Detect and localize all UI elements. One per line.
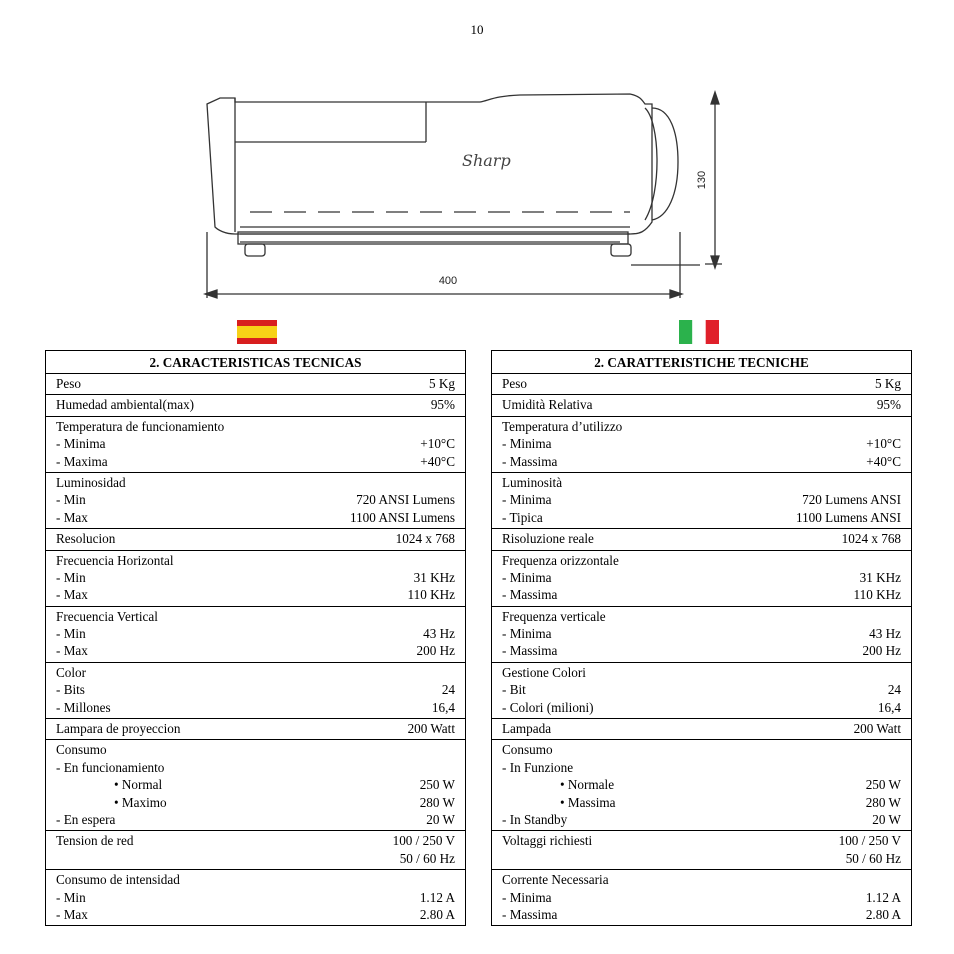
spec-row — [46, 719, 465, 740]
spec-row — [46, 529, 465, 550]
spec-label: - Minima — [502, 889, 552, 905]
spec-value: 5 Kg — [428, 376, 455, 391]
spec-line — [502, 720, 901, 737]
spec-label: - Massima — [502, 587, 558, 603]
spec-value: 250 W — [419, 777, 455, 793]
spec-line — [502, 435, 901, 452]
spec-line — [56, 794, 455, 811]
spec-row — [492, 607, 911, 663]
spec-label: - Minima — [502, 492, 552, 508]
spec-label: - Massima — [502, 906, 558, 922]
spec-row — [492, 473, 911, 529]
spec-line — [56, 906, 455, 923]
spec-label: - Bits — [56, 682, 85, 698]
spec-label: Peso — [56, 376, 81, 391]
spec-row — [46, 473, 465, 529]
spec-label: Consumo de intensidad — [56, 872, 180, 888]
spec-line — [56, 720, 455, 737]
spec-value: 250 W — [865, 777, 901, 793]
spec-label: - Millones — [56, 699, 111, 715]
spec-label: - En funcionamiento — [56, 759, 165, 775]
spec-line — [56, 453, 455, 470]
spec-label: Peso — [502, 376, 527, 391]
spec-label: - In Standby — [502, 811, 568, 827]
spec-value: 5 Kg — [874, 376, 901, 391]
spec-value: 2.80 A — [865, 906, 901, 922]
spec-row — [492, 663, 911, 719]
spec-value: 100 / 250 V — [392, 833, 455, 849]
spec-value: 43 Hz — [423, 626, 455, 642]
spec-value: 1024 x 768 — [841, 531, 901, 547]
spec-label: • Maximo — [114, 794, 167, 810]
spec-line — [56, 435, 455, 452]
spec-line — [502, 418, 901, 435]
spec-label: - En espera — [56, 811, 116, 827]
page-number: 10 — [470, 22, 484, 37]
spec-line — [56, 759, 455, 776]
spec-label: Luminosità — [502, 474, 563, 490]
width-dimension-label: 400 — [438, 275, 458, 287]
spec-value: 1024 x 768 — [395, 531, 455, 547]
spec-row — [46, 551, 465, 607]
spec-line — [502, 375, 901, 392]
spec-line — [502, 871, 901, 888]
spec-table-spanish — [45, 350, 466, 926]
spec-line — [56, 491, 455, 508]
spec-label: Frequenza orizzontale — [502, 552, 619, 568]
foot-right — [611, 244, 631, 256]
spec-row — [492, 870, 911, 925]
spec-row — [46, 870, 465, 925]
spec-line — [56, 871, 455, 888]
spec-row — [46, 395, 465, 416]
spec-value: 95% — [876, 397, 901, 413]
projector-body — [207, 94, 652, 234]
spec-value: 2.80 A — [419, 906, 455, 922]
spec-line — [502, 741, 901, 758]
spec-label: - Minima — [502, 626, 552, 642]
spec-row — [492, 831, 911, 870]
spec-line — [56, 569, 455, 586]
spec-label: - Massima — [502, 453, 558, 469]
spec-label: - Max — [56, 906, 88, 922]
spec-line — [56, 832, 455, 849]
spec-line — [502, 906, 901, 923]
spec-line — [56, 552, 455, 569]
spec-line — [56, 850, 455, 867]
spec-label: Corrente Necessaria — [502, 872, 609, 888]
spec-line — [56, 811, 455, 828]
spec-line — [56, 474, 455, 491]
spec-label: - Min — [56, 889, 86, 905]
spec-row — [46, 374, 465, 395]
spec-label: - Minima — [502, 436, 552, 452]
spec-label: Temperatura de funcionamiento — [56, 418, 225, 434]
spain-flag — [237, 320, 277, 344]
spec-line — [502, 474, 901, 491]
spec-row — [46, 417, 465, 473]
spec-label: - Colori (milioni) — [502, 699, 594, 715]
spec-line — [502, 759, 901, 776]
spec-value: 280 W — [865, 794, 901, 810]
spec-line — [502, 569, 901, 586]
spec-label: Temperatura d’utilizzo — [502, 418, 623, 434]
spec-row — [492, 374, 911, 395]
spec-label: - Minima — [502, 569, 552, 585]
spec-label: - Max — [56, 587, 88, 603]
spec-value: 200 Hz — [862, 643, 901, 659]
spec-value: 200 Watt — [407, 721, 455, 737]
spec-line — [56, 608, 455, 625]
spec-value: 95% — [430, 397, 455, 413]
spec-line — [502, 889, 901, 906]
spec-value: +10°C — [420, 436, 455, 452]
spec-row — [492, 395, 911, 416]
spec-line — [56, 396, 455, 413]
spec-table-title: 2. CARACTERISTICAS TECNICAS — [46, 351, 465, 374]
spec-label: - Min — [56, 492, 86, 508]
spec-label: - Massima — [502, 643, 558, 659]
spec-value: 1100 Lumens ANSI — [795, 509, 901, 525]
spec-value: 720 Lumens ANSI — [802, 492, 901, 508]
spec-line — [56, 699, 455, 716]
spec-line — [502, 699, 901, 716]
spec-row — [492, 529, 911, 550]
spec-label: Frequenza verticale — [502, 608, 606, 624]
spec-row — [46, 831, 465, 870]
spec-line — [502, 552, 901, 569]
spec-value: 31 KHz — [413, 569, 455, 585]
spec-value: 110 KHz — [853, 587, 901, 603]
spec-label: Umidità Relativa — [502, 397, 593, 413]
foot-left — [245, 244, 265, 256]
spec-value: 20 W — [872, 811, 901, 827]
lens-ring — [652, 108, 678, 220]
spec-line — [56, 642, 455, 659]
spec-value: 110 KHz — [407, 587, 455, 603]
spec-value: 16,4 — [431, 699, 455, 715]
spec-line — [56, 418, 455, 435]
spec-line — [56, 530, 455, 547]
spec-line — [502, 608, 901, 625]
spec-line — [56, 509, 455, 526]
spec-row — [46, 740, 465, 831]
spec-line — [56, 625, 455, 642]
spec-value: 100 / 250 V — [838, 833, 901, 849]
spec-value: 24 — [441, 682, 455, 698]
spec-line — [56, 889, 455, 906]
spec-label: Lampara de proyeccion — [56, 721, 181, 737]
spec-label: - Max — [56, 643, 88, 659]
spec-label: • Massima — [560, 794, 616, 810]
spec-line — [56, 586, 455, 603]
spec-label: • Normal — [114, 777, 163, 793]
spec-value: 24 — [887, 682, 901, 698]
spec-line — [502, 681, 901, 698]
spec-label: Voltaggi richiesti — [502, 833, 593, 849]
spec-label: Humedad ambiental(max) — [56, 397, 195, 413]
spec-row — [492, 719, 911, 740]
spec-line — [502, 491, 901, 508]
spec-label: Resolucion — [56, 531, 116, 547]
spec-row — [492, 417, 911, 473]
spec-label: • Normale — [560, 777, 615, 793]
spec-label: - Max — [56, 509, 88, 525]
spec-value: 720 ANSI Lumens — [356, 492, 455, 508]
spec-label: Gestione Colori — [502, 664, 586, 680]
spec-line — [502, 509, 901, 526]
spec-table-italian — [491, 350, 912, 926]
spec-value: 50 / 60 Hz — [845, 850, 901, 866]
spec-line — [502, 396, 901, 413]
spec-line — [502, 776, 901, 793]
spec-value: 200 Watt — [853, 721, 901, 737]
spec-line — [56, 664, 455, 681]
brand-script: Sharp — [462, 151, 511, 170]
spec-value: 1.12 A — [419, 889, 455, 905]
spec-label: Frecuencia Vertical — [56, 608, 158, 624]
spec-line — [56, 776, 455, 793]
spec-value: 1.12 A — [865, 889, 901, 905]
spec-value: +10°C — [866, 436, 901, 452]
spec-line — [502, 625, 901, 642]
spec-line — [56, 681, 455, 698]
spec-value: 50 / 60 Hz — [399, 850, 455, 866]
spec-line — [502, 453, 901, 470]
spec-label: Consumo — [56, 742, 107, 758]
spec-table-title: 2. CARATTERISTICHE TECNICHE — [492, 351, 911, 374]
spec-line — [502, 794, 901, 811]
spec-label: - Min — [56, 626, 86, 642]
spec-value: +40°C — [420, 453, 455, 469]
projector-dimension-drawing — [190, 82, 730, 304]
spec-value: 16,4 — [877, 699, 901, 715]
spec-line — [502, 586, 901, 603]
spec-label: Risoluzione reale — [502, 531, 594, 547]
spec-value: 31 KHz — [859, 569, 901, 585]
spec-label: - Maxima — [56, 453, 108, 469]
spec-label: Frecuencia Horizontal — [56, 552, 174, 568]
spec-value: +40°C — [866, 453, 901, 469]
spec-value: 280 W — [419, 794, 455, 810]
spec-label: Tension de red — [56, 833, 134, 849]
spec-line — [502, 642, 901, 659]
spec-label: - Bit — [502, 682, 526, 698]
spec-line — [56, 375, 455, 392]
italy-flag — [679, 320, 719, 344]
spec-row — [492, 740, 911, 831]
spec-line — [502, 811, 901, 828]
spec-label: - Tipica — [502, 509, 543, 525]
spec-label: - In Funzione — [502, 759, 574, 775]
spec-line — [502, 832, 901, 849]
spec-row — [46, 663, 465, 719]
spec-line — [56, 741, 455, 758]
spec-label: Luminosidad — [56, 474, 126, 490]
height-dimension-label: 130 — [696, 170, 708, 190]
spec-label: Consumo — [502, 742, 553, 758]
spec-row — [492, 551, 911, 607]
spec-line — [502, 850, 901, 867]
spec-row — [46, 607, 465, 663]
spec-label: - Min — [56, 569, 86, 585]
spec-label: - Minima — [56, 436, 106, 452]
spec-value: 1100 ANSI Lumens — [349, 509, 455, 525]
spec-label: Color — [56, 664, 87, 680]
spec-value: 20 W — [426, 811, 455, 827]
spec-value: 43 Hz — [869, 626, 901, 642]
spec-line — [502, 664, 901, 681]
spec-value: 200 Hz — [416, 643, 455, 659]
spec-label: Lampada — [502, 721, 552, 737]
spec-line — [502, 530, 901, 547]
